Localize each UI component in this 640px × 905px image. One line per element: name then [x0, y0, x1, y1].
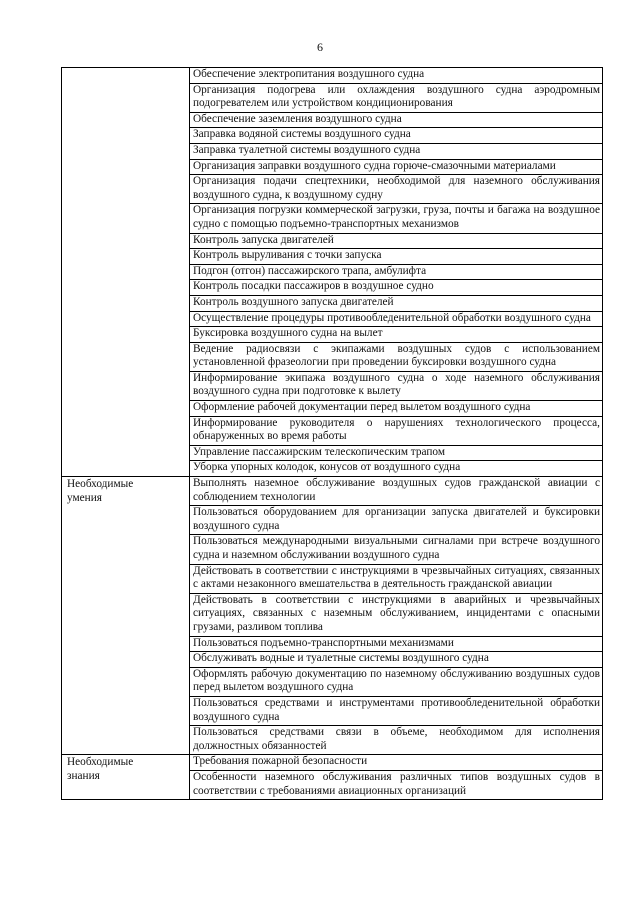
table-cell-item: Ведение радиосвязи с экипажами воздушных судов с использованием установленной фразеологии при проведении буксировки воздушного судна	[190, 342, 603, 371]
table-cell-item: Обеспечение заземления воздушного судна	[190, 112, 603, 128]
table-cell-item: Особенности наземного обслуживания различных типов воздушных судов в соответствии с требованиями авиационных организаций	[190, 770, 603, 799]
table-cell-item: Пользоваться подъемно-транспортными механизмами	[190, 636, 603, 652]
table-cell-item: Действовать в соответствии с инструкциями в аварийных и чрезвычайных ситуациях, связанных с наземным обслуживанием, инцидентами с опасными грузами, разливом топлива	[190, 593, 603, 636]
table-cell-item: Контроль запуска двигателей	[190, 233, 603, 249]
table-cell-item: Требования пожарной безопасности	[190, 755, 603, 771]
table-cell-item: Пользоваться средствами связи в объеме, необходимом для исполнения должностных обязанностей	[190, 726, 603, 755]
competency-table	[61, 67, 603, 800]
table-cell-item: Контроль воздушного запуска двигателей	[190, 295, 603, 311]
table-cell-item: Осуществление процедуры противообледенительной обработки воздушного судна	[190, 311, 603, 327]
section-label-cell	[62, 68, 190, 477]
table-cell-item: Организация подогрева или охлаждения воздушного судна аэродромным подогревателем или устройством кондиционирования	[190, 83, 603, 112]
table-cell-item: Информирование экипажа воздушного судна о ходе наземного обслуживания воздушного судна при подготовке к вылету	[190, 371, 603, 400]
section-label: умения	[67, 491, 102, 504]
table-cell-item: Заправка туалетной системы воздушного судна	[190, 143, 603, 159]
table-cell-item: Управление пассажирским телескопическим трапом	[190, 445, 603, 461]
section-label-cell	[62, 755, 190, 800]
section-label: Необходимые	[67, 756, 134, 769]
page-number: 6	[317, 40, 323, 54]
table-cell-item: Контроль выруливания с точки запуска	[190, 249, 603, 265]
table-cell-item: Оформлять рабочую документацию по наземному обслуживанию воздушных судов перед вылетом воздушного судна	[190, 667, 603, 696]
table-cell-item: Выполнять наземное обслуживание воздушных судов гражданской авиации с соблюдением технологии	[190, 477, 603, 506]
section-label: Необходимые	[67, 478, 134, 491]
section-label-cell	[62, 477, 190, 755]
table-cell-item: Организация погрузки коммерческой загрузки, груза, почты и багажа на воздушное судно с помощью подъемно-транспортных механизмов	[190, 204, 603, 233]
table-cell-item: Обеспечение электропитания воздушного судна	[190, 68, 603, 84]
table-cell-item: Буксировка воздушного судна на вылет	[190, 327, 603, 343]
table-cell-item: Действовать в соответствии с инструкциями в чрезвычайных ситуациях, связанных с актами незаконного вмешательства в деятельность гражданской авиации	[190, 564, 603, 593]
table-cell-item: Подгон (отгон) пассажирского трапа, амбулифта	[190, 264, 603, 280]
table-row	[62, 477, 603, 506]
table-row	[62, 755, 603, 771]
table-cell-item: Обслуживать водные и туалетные системы воздушного судна	[190, 652, 603, 668]
table-cell-item: Организация заправки воздушного судна горюче-смазочными материалами	[190, 159, 603, 175]
table-cell-item: Организация подачи спецтехники, необходимой для наземного обслуживания воздушного судна, к воздушному судну	[190, 175, 603, 204]
table-cell-item: Пользоваться международными визуальными сигналами при встрече воздушного судна и наземном обслуживании воздушного судна	[190, 535, 603, 564]
table-cell-item: Пользоваться средствами и инструментами противообледенительной обработки воздушного судна	[190, 696, 603, 725]
table-cell-item: Информирование руководителя о нарушениях технологического процесса, обнаруженных во время работы	[190, 416, 603, 445]
table-cell-item: Оформление рабочей документации перед вылетом воздушного судна	[190, 401, 603, 417]
table-cell-item: Уборка упорных колодок, конусов от воздушного судна	[190, 461, 603, 477]
table-cell-item: Контроль посадки пассажиров в воздушное судно	[190, 280, 603, 296]
table-cell-item: Пользоваться оборудованием для организации запуска двигателей и буксировки воздушного судна	[190, 506, 603, 535]
table-cell-item: Заправка водяной системы воздушного судна	[190, 128, 603, 144]
table-row	[62, 68, 603, 84]
section-label: знания	[67, 769, 100, 782]
